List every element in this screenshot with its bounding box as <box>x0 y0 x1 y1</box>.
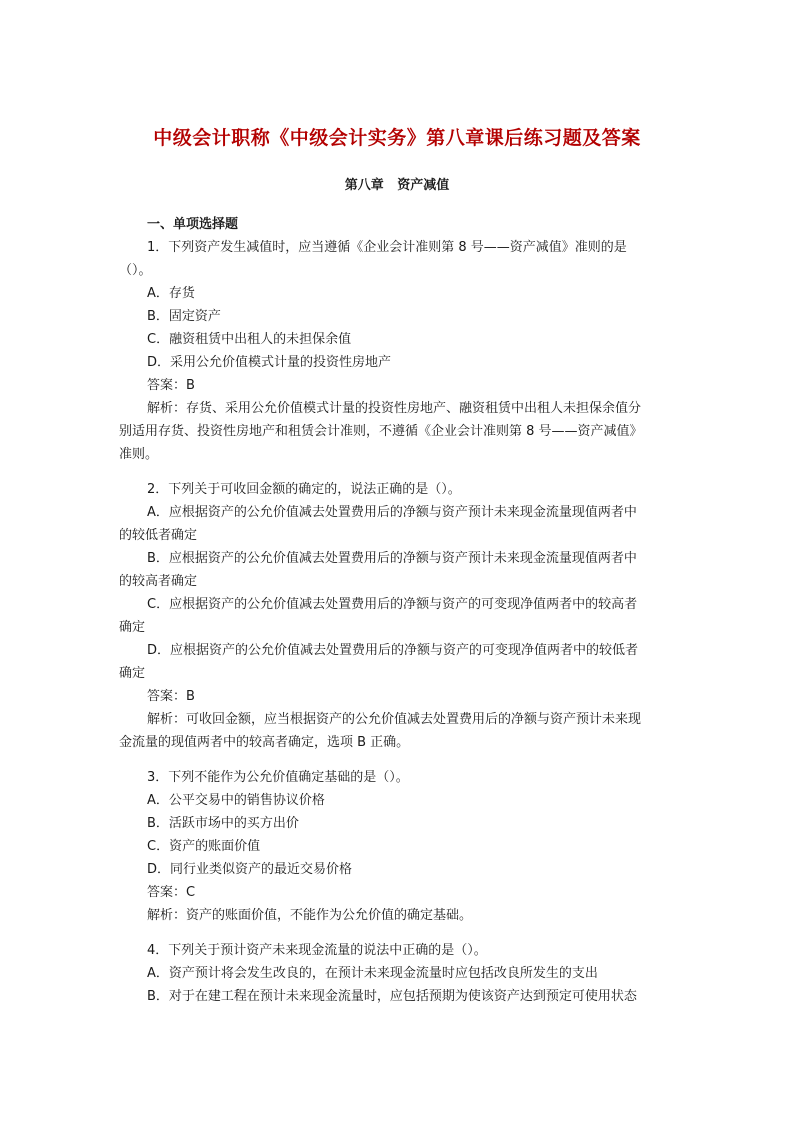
option-b: B．应根据资产的公允价值减去处置费用后的净额与资产预计未来现金流量现值两者中 <box>147 551 637 566</box>
question-stem: 4．下列关于预计资产未来现金流量的说法中正确的是（）。 <box>147 943 487 958</box>
option-a: A．资产预计将会发生改良的，在预计未来现金流量时应包括改良所发生的支出 <box>147 966 598 981</box>
document-body <box>119 213 679 1008</box>
option-c-cont: 确定 <box>119 620 146 635</box>
spacer <box>119 927 679 939</box>
answer: 答案：B <box>147 689 195 704</box>
analysis-cont: 别适用存货、投资性房地产和租赁会计准则，不遵循《企业会计准则第 8 号——资产减值》 <box>119 424 643 439</box>
question-stem: 3．下列不能作为公允价值确定基础的是（）。 <box>147 770 409 785</box>
analysis-cont: 准则。 <box>119 447 159 462</box>
option-a: A．公平交易中的销售协议价格 <box>147 793 325 808</box>
option-b: B．活跃市场中的买方出价 <box>147 816 299 831</box>
question-2 <box>119 478 679 754</box>
spacer <box>119 754 679 766</box>
analysis: 解析：资产的账面价值，不能作为公允价值的确定基础。 <box>147 908 473 923</box>
option-c: C．应根据资产的公允价值减去处置费用后的净额与资产的可变现净值两者中的较高者 <box>147 597 638 612</box>
option-a-cont: 的较低者确定 <box>119 528 198 543</box>
option-d: D．同行业类似资产的最近交易价格 <box>147 862 353 877</box>
question-stem-cont: （）。 <box>119 263 152 278</box>
section-heading: 一、单项选择题 <box>147 217 239 232</box>
document-title: 中级会计职称《中级会计实务》第八章课后练习题及答案 <box>153 127 641 149</box>
spacer <box>119 466 679 478</box>
answer: 答案：B <box>147 378 195 393</box>
chapter-heading: 第八章 资产减值 <box>344 178 450 193</box>
option-a: A．存货 <box>147 286 195 301</box>
option-a: A．应根据资产的公允价值减去处置费用后的净额与资产预计未来现金流量现值两者中 <box>147 505 637 520</box>
option-d: D．采用公允价值模式计量的投资性房地产 <box>147 355 392 370</box>
option-b: B．对于在建工程在预计未来现金流量时，应包括预期为使该资产达到预定可使用状态 <box>147 989 637 1004</box>
option-c: C．融资租赁中出租人的未担保余值 <box>147 332 352 347</box>
option-c: C．资产的账面价值 <box>147 839 261 854</box>
analysis: 解析：存货、采用公允价值模式计量的投资性房地产、融资租赁中出租人未担保余值分 <box>147 401 642 416</box>
question-3 <box>119 766 679 927</box>
question-1 <box>119 236 679 466</box>
question-stem: 1．下列资产发生减值时，应当遵循《企业会计准则第 8 号——资产减值》准则的是 <box>147 240 627 255</box>
option-b-cont: 的较高者确定 <box>119 574 198 589</box>
option-b: B．固定资产 <box>147 309 221 324</box>
question-4 <box>119 939 679 1008</box>
question-stem: 2．下列关于可收回金额的确定的，说法正确的是（）。 <box>147 482 461 497</box>
option-d: D．应根据资产的公允价值减去处置费用后的净额与资产的可变现净值两者中的较低者 <box>147 643 639 658</box>
analysis-cont: 金流量的现值两者中的较高者确定，选项 B 正确。 <box>119 735 410 750</box>
answer: 答案：C <box>147 885 196 900</box>
option-d-cont: 确定 <box>119 666 146 681</box>
analysis: 解析：可收回金额，应当根据资产的公允价值减去处置费用后的净额与资产预计未来现 <box>147 712 642 727</box>
